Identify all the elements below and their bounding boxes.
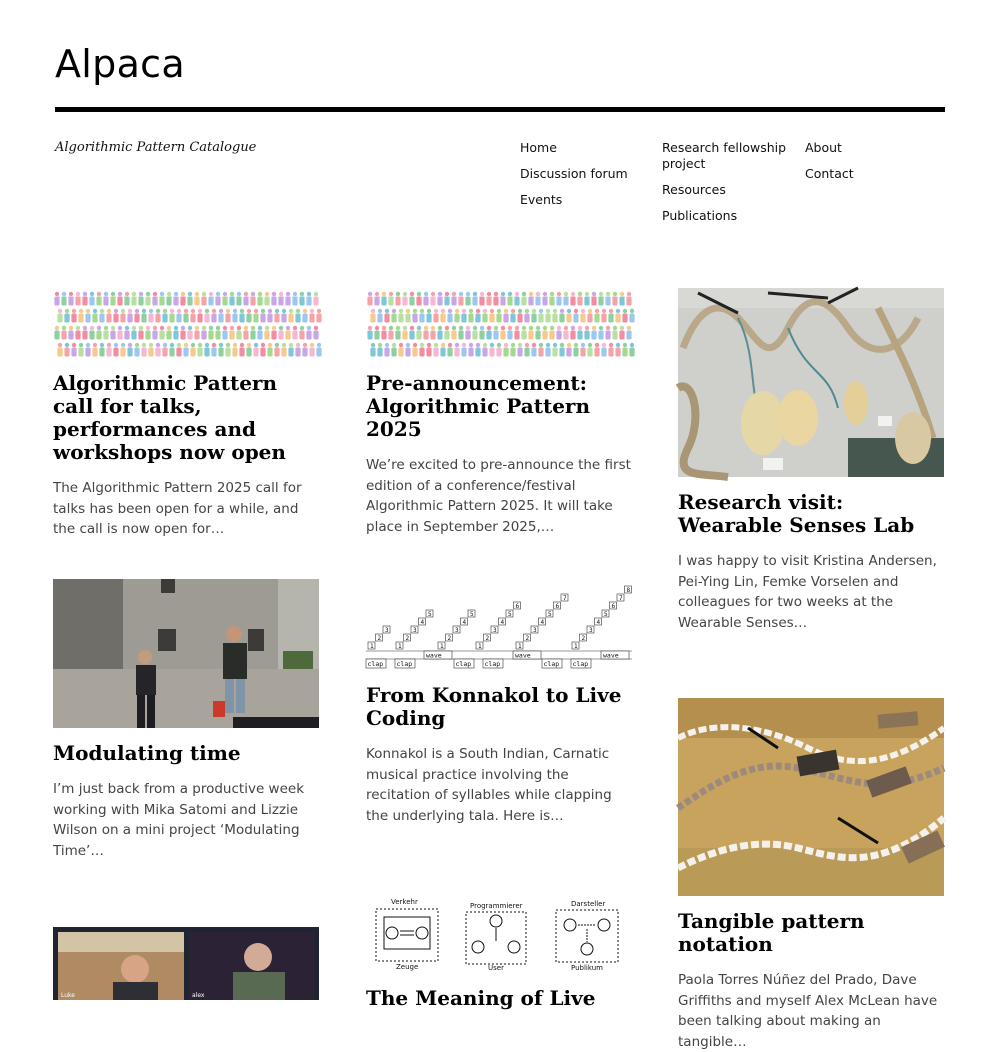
post-excerpt: We’re excited to pre-announce the first edition of a conference/festival Algorithmic Pattern 2025. It will take place in September 2025,… <box>366 457 631 535</box>
svg-text:5: 5 <box>604 610 608 618</box>
post-excerpt: Konnakol is a South Indian, Carnatic musical practice involving the recitation of syllables while clapping the underlying tala. Here is… <box>366 746 612 824</box>
svg-text:2: 2 <box>581 634 586 642</box>
svg-text:1: 1 <box>478 642 482 650</box>
post-thumbnail[interactable] <box>678 288 944 477</box>
nav-resources[interactable]: Resources <box>662 182 726 197</box>
svg-text:5: 5 <box>548 610 552 618</box>
post-thumbnail[interactable] <box>366 897 632 977</box>
diagram-label: Darsteller <box>571 900 606 908</box>
svg-text:4: 4 <box>420 618 425 626</box>
post-thumbnail[interactable] <box>678 698 944 896</box>
post-thumbnail[interactable] <box>53 579 319 728</box>
svg-text:wave: wave <box>426 651 442 660</box>
svg-text:4: 4 <box>596 618 601 626</box>
svg-text:5: 5 <box>428 610 432 618</box>
svg-text:3: 3 <box>455 626 459 634</box>
svg-text:3: 3 <box>533 626 537 634</box>
nav-column-1 <box>520 140 650 218</box>
svg-text:3: 3 <box>385 626 389 634</box>
nav-about[interactable]: About <box>805 140 842 155</box>
post-title[interactable]: Tangible pattern notation <box>678 909 865 956</box>
post-title[interactable]: Research visit: Wearable Senses Lab <box>678 490 915 537</box>
diagram-label: Verkehr <box>391 898 418 906</box>
svg-text:5: 5 <box>508 610 512 618</box>
post-excerpt: The Algorithmic Pattern 2025 call for talks has been open for a while, and the call is now open for… <box>53 480 302 537</box>
nav-contact[interactable]: Contact <box>805 166 854 181</box>
people-illustration <box>53 288 319 358</box>
nav-publications[interactable]: Publications <box>662 208 738 223</box>
svg-text:7: 7 <box>619 594 623 602</box>
post-card <box>366 575 632 826</box>
nav-home[interactable]: Home <box>520 140 557 155</box>
post-thumbnail[interactable] <box>53 288 319 358</box>
svg-text:7: 7 <box>563 594 567 602</box>
svg-text:8: 8 <box>626 586 631 594</box>
post-title[interactable]: Modulating time <box>53 741 241 765</box>
post-thumbnail[interactable] <box>53 927 319 1000</box>
svg-text:3: 3 <box>493 626 497 634</box>
svg-text:5: 5 <box>470 610 474 618</box>
diagram-label: Publikum <box>571 964 603 972</box>
video-call-screenshot <box>53 927 319 1000</box>
braided-cords-photo <box>678 698 944 896</box>
svg-text:clap: clap <box>455 660 472 668</box>
svg-text:clap: clap <box>543 660 560 668</box>
svg-text:1: 1 <box>440 642 444 650</box>
post-thumbnail[interactable] <box>366 288 632 358</box>
nav-column-3 <box>805 140 925 192</box>
svg-text:4: 4 <box>462 618 467 626</box>
diagram-label: User <box>488 964 504 972</box>
svg-text:2: 2 <box>405 634 410 642</box>
people-illustration <box>366 288 632 358</box>
courtyard-photo <box>53 579 319 728</box>
video-label: Luke <box>61 992 75 999</box>
post-card <box>678 698 944 1052</box>
svg-text:6: 6 <box>555 602 560 610</box>
svg-text:2: 2 <box>525 634 530 642</box>
svg-text:4: 4 <box>500 618 505 626</box>
post-card <box>53 579 319 861</box>
svg-text:1: 1 <box>518 642 522 650</box>
svg-text:wave: wave <box>515 651 531 660</box>
svg-text:clap: clap <box>367 660 384 668</box>
post-card <box>678 288 944 633</box>
nav-discussion-forum[interactable]: Discussion forum <box>520 166 628 181</box>
svg-text:clap: clap <box>572 660 589 668</box>
svg-text:clap: clap <box>484 660 501 668</box>
svg-text:6: 6 <box>515 602 520 610</box>
svg-text:2: 2 <box>447 634 452 642</box>
rope-wires-photo <box>678 288 944 477</box>
svg-text:3: 3 <box>413 626 417 634</box>
svg-text:1: 1 <box>398 642 402 650</box>
post-card <box>366 288 632 537</box>
diagram-label: Programmierer <box>470 902 523 910</box>
post-title[interactable]: Pre-announcement: Algorithmic Pattern 2025 <box>366 371 590 441</box>
post-title[interactable]: From Konnakol to Live Coding <box>366 683 622 730</box>
post-title[interactable]: The Meaning of Live <box>366 986 596 1010</box>
svg-text:4: 4 <box>540 618 545 626</box>
svg-text:6: 6 <box>611 602 616 610</box>
diagram-label: Zeuge <box>396 963 419 971</box>
post-card <box>53 927 319 1000</box>
svg-text:3: 3 <box>589 626 593 634</box>
svg-text:2: 2 <box>485 634 490 642</box>
konnakol-diagram <box>366 575 632 670</box>
nav-events[interactable]: Events <box>520 192 563 207</box>
post-excerpt: Paola Torres Núñez del Prado, Dave Griffiths and myself Alex McLean have been talking about making an tangible… <box>678 972 938 1050</box>
svg-text:wave: wave <box>603 651 619 660</box>
svg-text:clap: clap <box>396 660 413 668</box>
post-excerpt: I’m just back from a productive week working with Mika Satomi and Lizzie Wilson on a mini project ‘Modulating Time’… <box>53 781 305 859</box>
post-card <box>366 897 632 1010</box>
roles-diagram <box>366 897 632 977</box>
post-title[interactable]: Algorithmic Pattern call for talks, performances and workshops now open <box>53 371 286 464</box>
site-tagline: Algorithmic Pattern Catalogue <box>55 140 257 155</box>
svg-text:1: 1 <box>370 642 374 650</box>
nav-research-fellowship[interactable]: Research fellowship project <box>662 140 787 171</box>
post-card <box>53 288 319 540</box>
header-divider <box>55 107 945 112</box>
post-excerpt: I was happy to visit Kristina Andersen, Pei-Ying Lin, Femke Vorselen and colleagues for two weeks at the Wearable Senses… <box>678 553 937 631</box>
svg-text:1: 1 <box>574 642 578 650</box>
site-title[interactable]: Alpaca <box>55 42 185 86</box>
svg-text:2: 2 <box>377 634 382 642</box>
video-label: alex <box>192 992 205 999</box>
post-thumbnail[interactable] <box>366 575 632 670</box>
nav-column-2 <box>662 140 797 234</box>
